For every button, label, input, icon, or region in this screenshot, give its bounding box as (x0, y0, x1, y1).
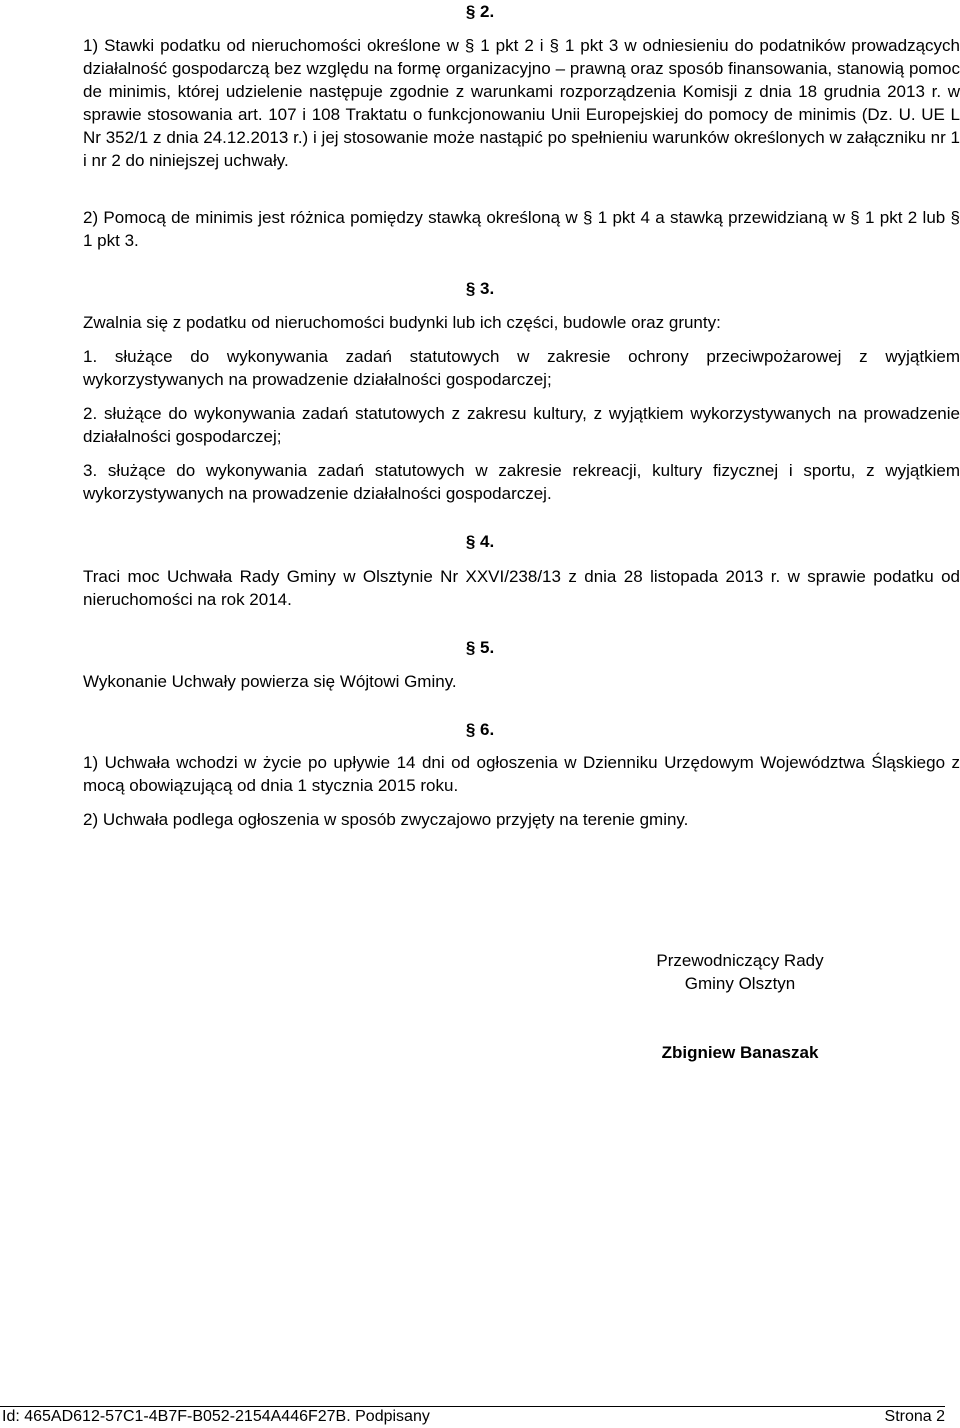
exemption-item-3: 3. służące do wykonywania zadań statutowych w zakresie rekreacji, kultury fizycznej i sportu, z wyjątkiem wykorzystywanych na prowadzenie działalności gospodarczej. (83, 461, 960, 503)
exemption-item-1: 1. służące do wykonywania zadań statutowych w zakresie ochrony przeciwpożarowej z wyjątkiem wykorzystywanych na prowadzenie działalności gospodarczej; (83, 347, 960, 389)
section-5-text: Wykonanie Uchwały powierza się Wójtowi Gminy. (83, 672, 457, 691)
section-3-heading: § 3. (465, 279, 495, 298)
section-6-paragraph-2: 2) Uchwała podlega ogłoszenia w sposób zwyczajowo przyjęty na terenie gminy. (83, 810, 689, 829)
signature-title-line-1: Przewodniczący Rady (656, 951, 824, 970)
section-2-paragraph-2: 2) Pomocą de minimis jest różnica pomiędzy stawką określoną w § 1 pkt 4 a stawką przewidzianą w § 1 pkt 2 lub § 1 pkt 3. (83, 208, 960, 250)
section-2-heading: § 2. (465, 2, 495, 21)
signature-title (600, 949, 880, 995)
section-2-paragraph-1: 1) Stawki podatku od nieruchomości określone w § 1 pkt 2 i § 1 pkt 3 w odniesieniu do podatników prowadzących działalność gospodarczą bez względu na formę organizacyjno – prawną oraz sposób finansowania, stanowią pomoc de minimis, której udzielenie następuje zgodnie z warunkami rozporządzenia Komisji z dnia 18 grudnia 2013 r. w sprawie stosowania art. 107 i 108 Traktatu o funkcjonowaniu Unii Europejskiej do pomocy de minimis (Dz. U. UE L Nr 352/1 z dnia 24.12.2013 r.) i jej stosowanie może nastąpić po spełnieniu warunków określonych w załączniku nr 1 i nr 2 do niniejszej uchwały. (83, 36, 960, 170)
section-6-heading: § 6. (465, 720, 495, 739)
footer-page-number: Strona 2 (884, 1408, 945, 1425)
section-4-text: Traci moc Uchwała Rady Gminy w Olsztynie Nr XXVI/238/13 z dnia 28 listopada 2013 r. w sprawie podatku od nieruchomości na rok 2014. (83, 567, 960, 609)
section-3-intro: Zwalnia się z podatku od nieruchomości budynki lub ich części, budowle oraz grunty: (83, 313, 721, 332)
section-4-heading: § 4. (465, 532, 495, 551)
section-6-paragraph-1: 1) Uchwała wchodzi w życie po upływie 14 dni od ogłoszenia w Dzienniku Urzędowym Województwa Śląskiego z mocą obowiązującą od dnia 1 stycznia 2015 roku. (83, 753, 960, 795)
exemption-item-2: 2. służące do wykonywania zadań statutowych z zakresu kultury, z wyjątkiem wykorzystywanych na prowadzenie działalności gospodarczej; (83, 404, 960, 446)
section-5-heading: § 5. (465, 638, 495, 657)
footer-document-id: Id: 465AD612-57C1-4B7F-B052-2154A446F27B. Podpisany (2, 1408, 430, 1425)
signatory-name: Zbigniew Banaszak (661, 1043, 819, 1062)
signature-title-line-2: Gminy Olsztyn (684, 974, 796, 993)
